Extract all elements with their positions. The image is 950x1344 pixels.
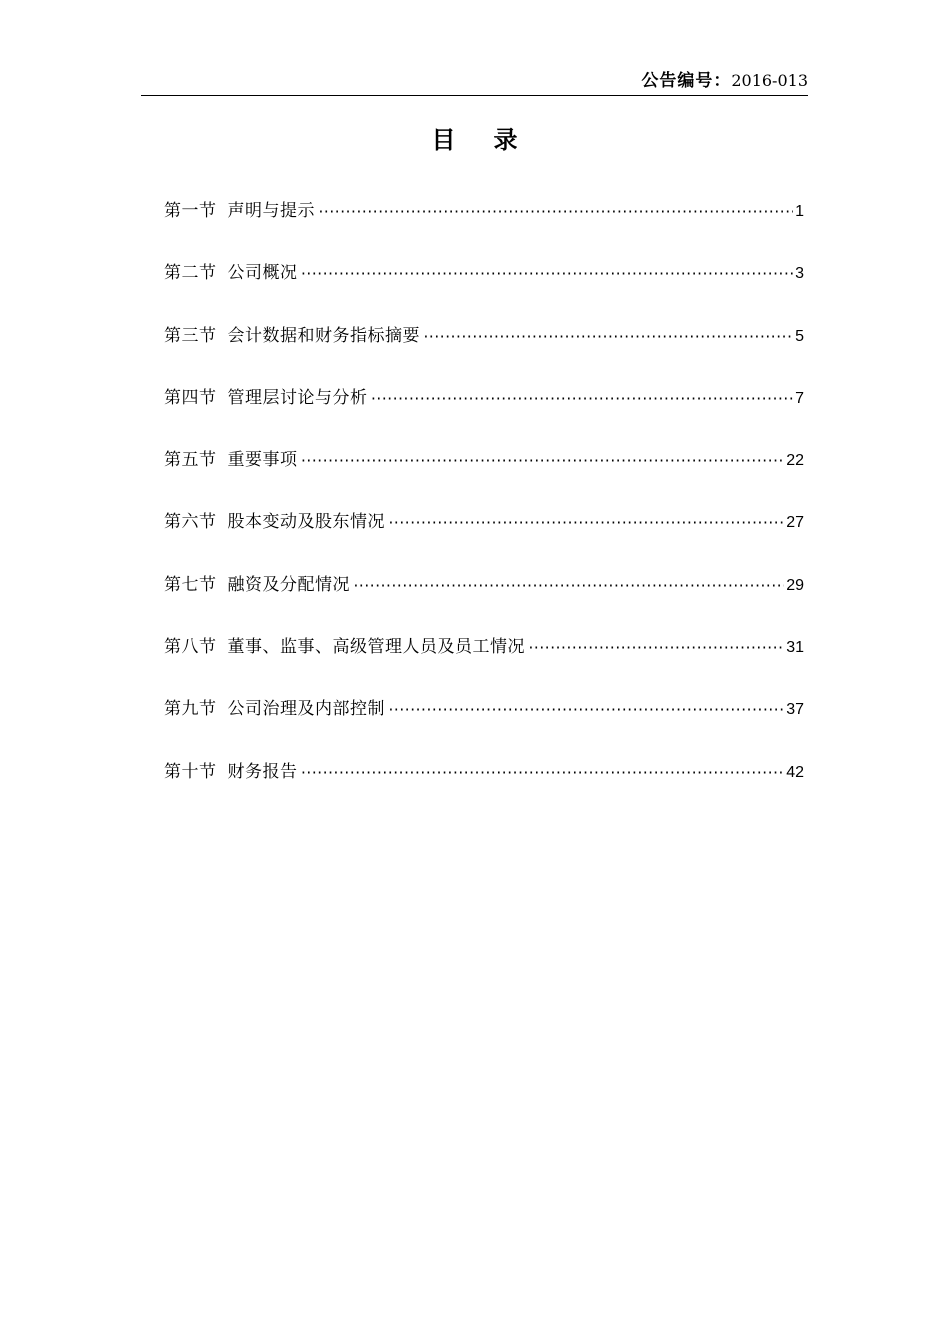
toc-dot-leader	[370, 387, 794, 413]
toc-section-number: 第九节	[164, 699, 217, 720]
toc-section-name: 融资及分配情况	[227, 574, 350, 595]
toc-section-number: 第七节	[164, 574, 217, 595]
toc-section-number: 第二节	[164, 263, 217, 284]
toc-section-number: 第八节	[164, 637, 217, 658]
toc-entry[interactable]	[164, 260, 804, 322]
toc-page-number: 1	[795, 203, 804, 220]
toc-entry[interactable]	[164, 198, 804, 260]
toc-section-name: 董事、监事、高级管理人员及员工情况	[227, 637, 525, 658]
toc-page-number: 5	[795, 327, 804, 345]
toc-section-name: 声明与提示	[227, 201, 315, 221]
toc-section-number: 第四节	[164, 387, 217, 408]
toc-entry[interactable]	[164, 696, 804, 758]
toc-page-number: 27	[786, 514, 804, 532]
table-of-contents	[164, 198, 804, 821]
toc-dot-leader	[300, 761, 785, 787]
toc-entry[interactable]	[164, 634, 804, 696]
announcement-number-label: 公告编号：	[641, 71, 732, 91]
toc-entry[interactable]	[164, 572, 804, 634]
toc-section-number: 第六节	[164, 512, 217, 533]
toc-section-number: 第三节	[164, 325, 217, 346]
toc-entry[interactable]	[164, 759, 804, 821]
toc-page-number: 22	[786, 452, 804, 470]
toc-entry[interactable]	[164, 385, 804, 447]
toc-section-name: 会计数据和财务指标摘要	[227, 325, 420, 346]
toc-dot-leader	[387, 698, 784, 724]
toc-title: 目录	[431, 126, 556, 154]
toc-page-number: 31	[786, 639, 804, 657]
toc-entry[interactable]	[164, 323, 804, 385]
toc-section-name: 财务报告	[227, 761, 298, 782]
toc-section-name: 股本变动及股东情况	[227, 512, 385, 533]
toc-entry[interactable]	[164, 447, 804, 509]
toc-page-number: 29	[786, 576, 804, 594]
toc-section-name: 重要事项	[227, 450, 298, 471]
toc-dot-leader	[422, 325, 793, 351]
toc-page-number: 3	[795, 265, 804, 283]
toc-section-name: 公司治理及内部控制	[227, 699, 385, 720]
toc-dot-leader	[387, 511, 784, 537]
toc-entry[interactable]	[164, 509, 804, 571]
toc-section-name: 公司概况	[227, 263, 298, 284]
toc-dot-leader	[527, 636, 784, 662]
toc-dot-leader	[317, 200, 793, 226]
toc-page-number: 7	[795, 389, 804, 407]
toc-page-number: 42	[786, 763, 804, 781]
toc-section-number: 第五节	[164, 450, 217, 471]
announcement-number: 2016-013	[731, 71, 808, 90]
toc-dot-leader	[300, 449, 785, 475]
toc-dot-leader	[352, 574, 784, 600]
toc-page-number: 37	[786, 701, 804, 719]
toc-section-number: 第十节	[164, 761, 217, 782]
toc-dot-leader	[300, 262, 794, 288]
page-header	[141, 68, 808, 96]
toc-section-name: 管理层讨论与分析	[227, 387, 368, 408]
toc-section-number: 第一节	[164, 201, 217, 221]
